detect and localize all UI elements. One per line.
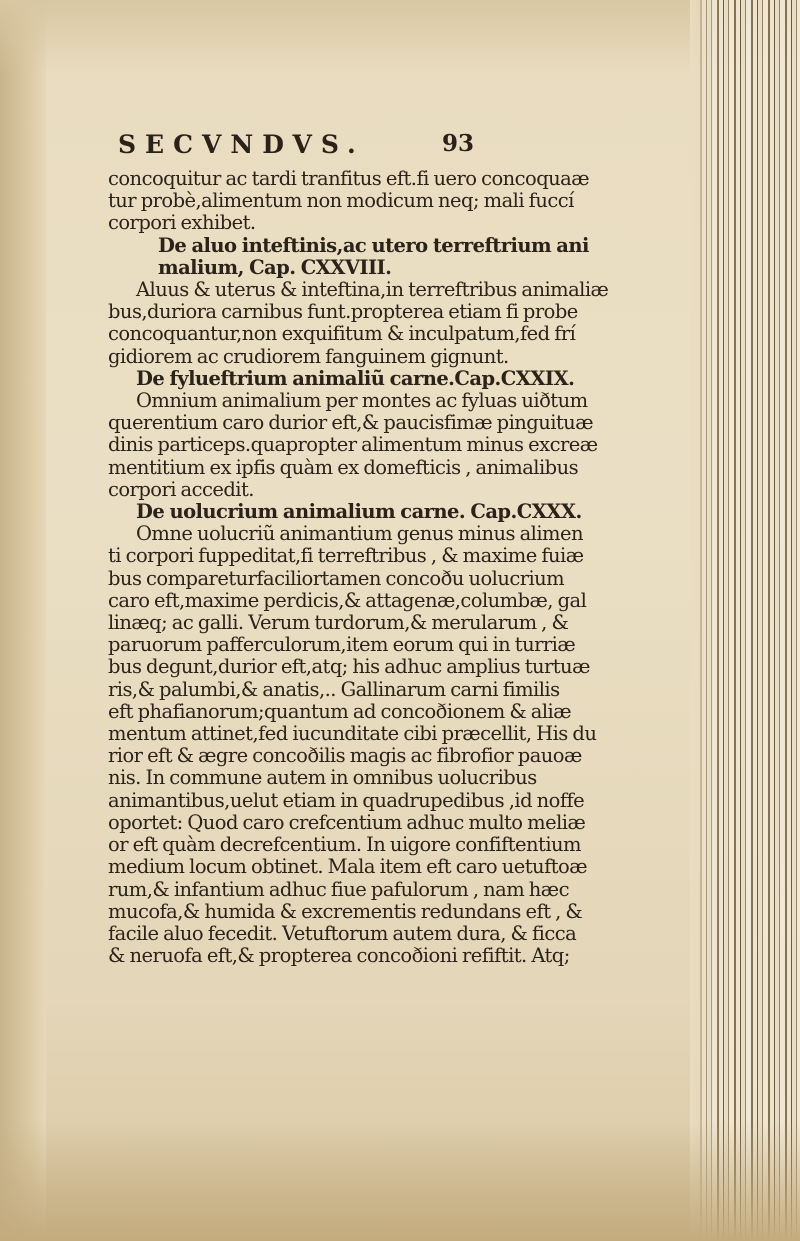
text-line: ti corpori fuppeditat,fi terreftribus , & maxime fuiæ xyxy=(108,544,584,568)
text-line: dinis particeps.quapropter alimentum minus excreæ xyxy=(108,433,598,457)
page-number: 93 xyxy=(442,130,475,157)
text-line: medium locum obtinet. Mala item eft caro uetuftoæ xyxy=(108,855,587,879)
running-head: SECVNDVS. xyxy=(118,130,365,159)
text-line: or eft quàm decrefcentium. In uigore confiftentium xyxy=(108,833,581,857)
text-line: rum,& infantium adhuc fiue pafulorum , nam hæc xyxy=(108,877,569,901)
text-line: Omnium animalium per montes ac fyluas uiðtum xyxy=(136,389,588,413)
text-line: Aluus & uterus & inteftina,in terreftribus animaliæ xyxy=(136,278,609,302)
text-line: corpori accedit. xyxy=(108,477,254,501)
text-line: ris,& palumbi,& anatis,.. Gallinarum carni fimilis xyxy=(108,677,560,701)
text-line: & neruofa eft,& propterea concoðioni refiftit. Atq; xyxy=(108,944,570,968)
text-line: concoquantur,non exquifitum & inculpatum,fed frí xyxy=(108,322,576,346)
text-line: bus compareturfaciliortamen concoðu uolucrium xyxy=(108,566,565,590)
chapter-heading: De aluo inteftinis,ac utero terreftrium ani xyxy=(158,233,589,257)
text-line: linæq; ac galli. Verum turdorum,& merularum , & xyxy=(108,611,569,635)
text-line: tur probè,alimentum non modicum neq; mali fuccí xyxy=(108,189,574,213)
chapter-heading: malium, Cap. CXXVIII. xyxy=(158,255,392,279)
text-line: caro eft,maxime perdicis,& attagenæ,columbæ, gal xyxy=(108,588,587,612)
text-line: animantibus,uelut etiam in quadrupedibus ,id noffe xyxy=(108,788,585,812)
text-line: concoquitur ac tardi tranfitus eft.fi uero concoquaæ xyxy=(108,167,589,190)
text-line: querentium caro durior eft,& paucisfimæ pinguituæ xyxy=(108,411,593,435)
text-line: mucofa,& humida & excrementis redundans eft , & xyxy=(108,899,583,923)
text-line: corpori exhibet. xyxy=(108,211,256,235)
text-line: mentum attinet,fed iucunditate cibi præcellit, His du xyxy=(108,722,597,746)
body-text xyxy=(108,168,708,967)
text-line: nis. In commune autem in omnibus uolucribus xyxy=(108,766,537,790)
text-line: gidiorem ac crudiorem fanguinem gignunt. xyxy=(108,344,509,368)
text-line: bus,duriora carnibus funt.propterea etiam fi probe xyxy=(108,300,578,324)
text-line: Omne uolucriũ animantium genus minus alimen xyxy=(136,522,583,546)
text-line: rior eft & ægre concoðilis magis ac fibrofior pauoæ xyxy=(108,744,582,768)
text-line: mentitium ex ipfis quàm ex domefticis , animalibus xyxy=(108,455,579,479)
chapter-heading: De uolucrium animalium carne. Cap.CXXX. xyxy=(136,500,582,524)
page-header xyxy=(118,130,678,166)
text-line: oportet: Quod caro crefcentium adhuc multo meliæ xyxy=(108,810,586,834)
page-top-shadow xyxy=(0,0,800,75)
text-line: facile aluo fecedit. Vetuftorum autem dura, & ficca xyxy=(108,921,577,945)
text-line: paruorum pafferculorum,item eorum qui in turriæ xyxy=(108,633,576,657)
text-line: eft phafianorum;quantum ad concoðionem & aliæ xyxy=(108,699,572,723)
page-bottom-shadow xyxy=(0,1120,800,1241)
page-left-edge xyxy=(0,0,46,1241)
chapter-heading: De fylueftrium animaliũ carne.Cap.CXXIX. xyxy=(136,366,575,390)
text-line: bus degunt,durior eft,atq; his adhuc amplius turtuæ xyxy=(108,655,590,679)
